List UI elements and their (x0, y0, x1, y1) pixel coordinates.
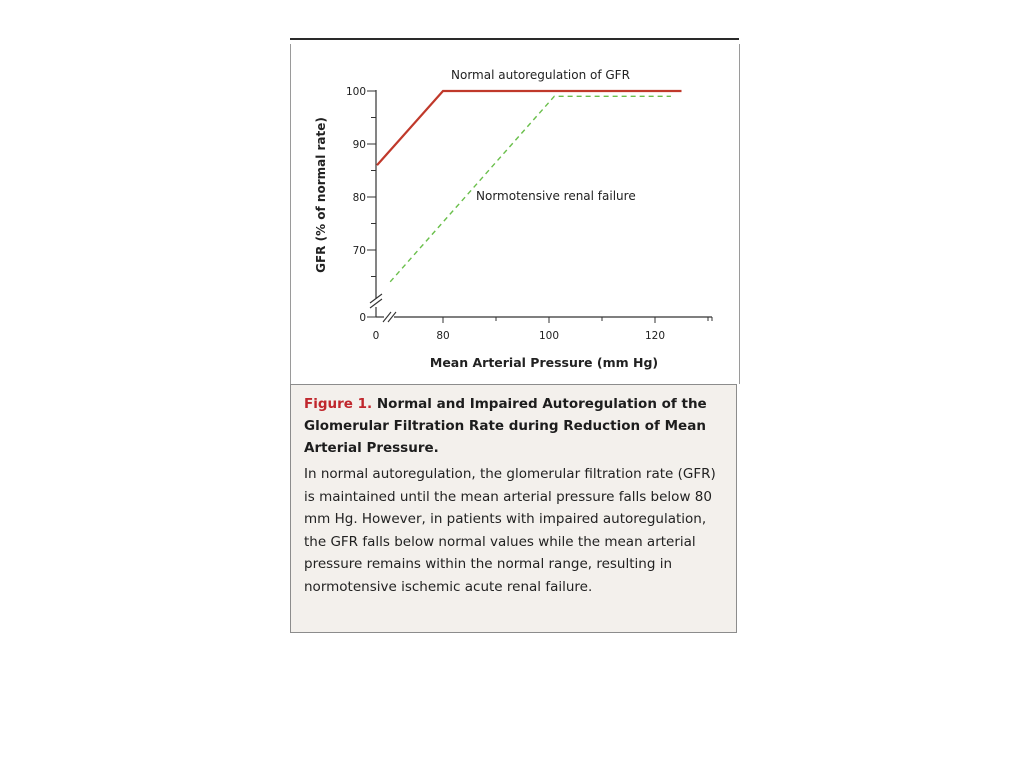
x-tick-label: 80 (436, 330, 450, 342)
caption-body: In normal autoregulation, the glomerular filtration rate (GFR) is maintained until the mean arterial pressure falls below 80 mm Hg. However, in patients with impaired autoregulation, the GFR falls below normal values while the mean arterial pressure remains within the normal range, resulting in normotensive ischemic acute renal failure. (304, 466, 716, 595)
gfr-chart (291, 44, 739, 384)
y-tick-label: 0 (359, 312, 366, 324)
top-rule (290, 38, 739, 40)
y-tick-label: 80 (352, 192, 366, 204)
series-line-1 (377, 91, 682, 165)
y-tick-label: 90 (352, 139, 366, 151)
labels (314, 68, 665, 370)
series-label-normotensive-renal-failure: Normotensive renal failure (476, 189, 636, 203)
chart-panel (290, 44, 740, 384)
figure (290, 38, 739, 635)
x-tick-label: 100 (538, 330, 560, 342)
axes (367, 90, 712, 323)
x-tick-label: 0 (372, 330, 380, 342)
x-tick-label: 120 (644, 330, 666, 342)
caption-panel (290, 384, 737, 633)
caption-heading (304, 393, 726, 459)
series-label-normal-autoregulation: Normal autoregulation of GFR (451, 68, 630, 82)
series-layer (377, 91, 682, 282)
figure-label: Figure 1. (304, 396, 373, 412)
y-axis-label: GFR (% of normal rate) (314, 117, 328, 273)
caption-title: Normal and Impaired Autoregulation of the Glomerular Filtration Rate during Reduction of Mean Arterial Pressure. (304, 396, 707, 456)
y-tick-label: 100 (345, 86, 366, 98)
x-axis-label: Mean Arterial Pressure (mm Hg) (429, 355, 659, 370)
y-tick-label: 70 (352, 245, 366, 257)
